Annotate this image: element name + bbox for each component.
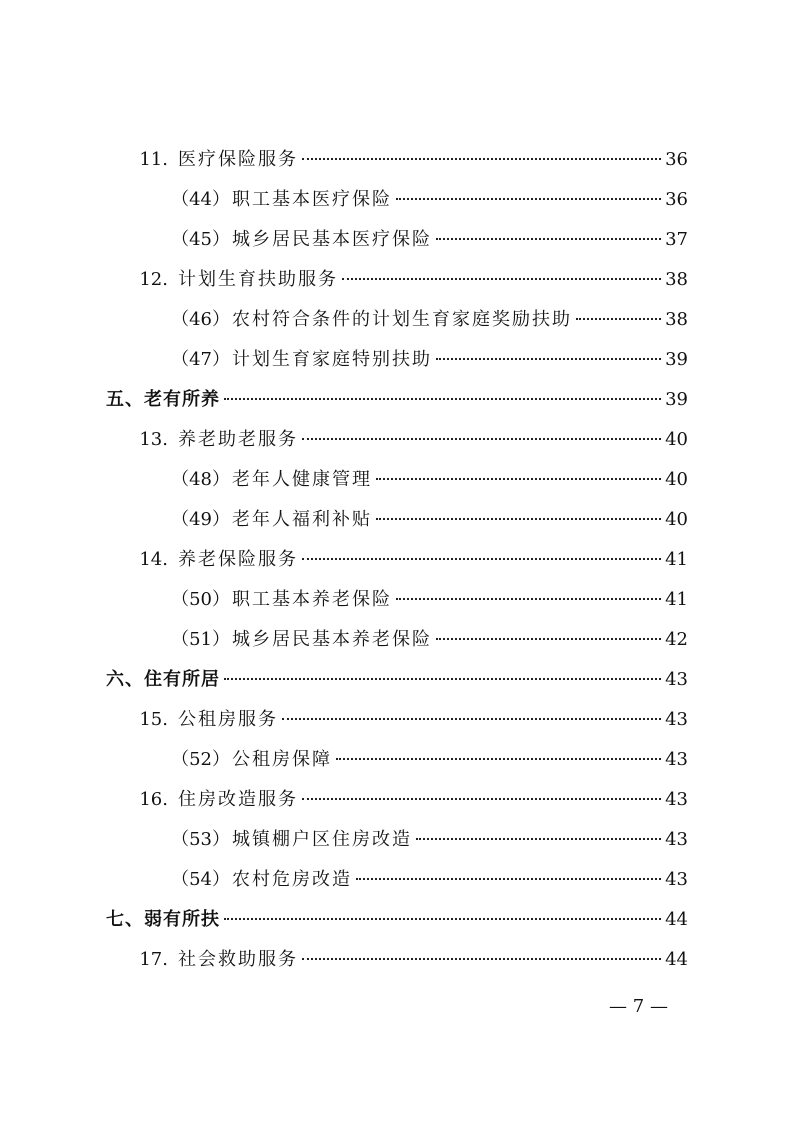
toc-entry[interactable] bbox=[106, 948, 688, 972]
toc-entry[interactable] bbox=[106, 188, 688, 212]
toc-entry-number: （51） bbox=[171, 629, 230, 650]
toc-entry-number: 12. bbox=[139, 269, 168, 290]
toc-section[interactable] bbox=[106, 668, 688, 692]
dot-leader bbox=[302, 958, 661, 960]
toc-entry-page: 43 bbox=[665, 829, 688, 850]
toc-entry-page: 41 bbox=[665, 549, 688, 570]
toc-entry[interactable] bbox=[106, 308, 688, 332]
dot-leader bbox=[436, 638, 661, 640]
dot-leader bbox=[224, 678, 661, 680]
page-number: — 7 — bbox=[609, 996, 668, 1017]
toc-entry-page: 38 bbox=[665, 269, 688, 290]
toc-entry-title: 老年人福利补贴 bbox=[232, 509, 372, 530]
toc-entry[interactable] bbox=[106, 268, 688, 292]
toc-entry-number: （53） bbox=[171, 829, 230, 850]
dot-leader bbox=[224, 398, 661, 400]
toc-entry-page: 44 bbox=[665, 949, 688, 970]
toc-entry[interactable] bbox=[106, 828, 688, 852]
toc-entry-number: （47） bbox=[171, 349, 230, 370]
toc-entry-page: 39 bbox=[665, 389, 688, 410]
toc-entry-number: 16. bbox=[139, 789, 168, 810]
toc-entry[interactable] bbox=[106, 788, 688, 812]
toc-entry-page: 43 bbox=[665, 709, 688, 730]
toc-entry-page: 40 bbox=[665, 469, 688, 490]
dot-leader bbox=[302, 158, 661, 160]
toc-entry-title: 五、老有所养 bbox=[106, 389, 220, 410]
toc-entry-page: 40 bbox=[665, 429, 688, 450]
toc-entry-page: 36 bbox=[665, 149, 688, 170]
toc-entry-number: （50） bbox=[171, 589, 230, 610]
toc-entry-page: 43 bbox=[665, 669, 688, 690]
dot-leader bbox=[302, 798, 661, 800]
toc-entry-page: 44 bbox=[665, 909, 688, 930]
toc-entry-title: 公租房保障 bbox=[232, 749, 332, 770]
toc-entry[interactable] bbox=[106, 748, 688, 772]
toc-entry-page: 41 bbox=[665, 589, 688, 610]
toc-entry[interactable] bbox=[106, 628, 688, 652]
toc-entry-number: （49） bbox=[171, 509, 230, 530]
dot-leader bbox=[302, 438, 661, 440]
dot-leader bbox=[336, 758, 661, 760]
dot-leader bbox=[376, 478, 661, 480]
dot-leader bbox=[576, 318, 661, 320]
toc-entry-title: 城镇棚户区住房改造 bbox=[232, 829, 412, 850]
toc-entry-title: 社会救助服务 bbox=[178, 949, 298, 970]
toc-entry[interactable] bbox=[106, 708, 688, 732]
toc-entry-page: 38 bbox=[665, 309, 688, 330]
toc-entry-title: 农村危房改造 bbox=[232, 869, 352, 890]
toc-entry-number: （52） bbox=[171, 749, 230, 770]
toc-entry-title: 医疗保险服务 bbox=[178, 149, 298, 170]
toc-entry-page: 43 bbox=[665, 749, 688, 770]
toc-entry[interactable] bbox=[106, 588, 688, 612]
toc-section[interactable] bbox=[106, 388, 688, 412]
toc-entry-number: （44） bbox=[171, 189, 230, 210]
toc-entry-page: 43 bbox=[665, 869, 688, 890]
toc-entry-title: 职工基本医疗保险 bbox=[232, 189, 392, 210]
toc-entry[interactable] bbox=[106, 148, 688, 172]
toc-entry-title: 职工基本养老保险 bbox=[232, 589, 392, 610]
toc-entry-page: 40 bbox=[665, 509, 688, 530]
toc-entry-page: 43 bbox=[665, 789, 688, 810]
toc-entry-number: （48） bbox=[171, 469, 230, 490]
toc-entry-number: 13. bbox=[139, 429, 168, 450]
dot-leader bbox=[396, 198, 661, 200]
toc-entry-title: 计划生育家庭特别扶助 bbox=[232, 349, 432, 370]
toc-entry[interactable] bbox=[106, 348, 688, 372]
dot-leader bbox=[282, 718, 661, 720]
toc-entry-number: 17. bbox=[139, 949, 168, 970]
dot-leader bbox=[224, 918, 661, 920]
toc-entry[interactable] bbox=[106, 548, 688, 572]
toc-entry-number: 11. bbox=[139, 149, 168, 170]
toc-entry-page: 42 bbox=[665, 629, 688, 650]
toc-entry[interactable] bbox=[106, 428, 688, 452]
toc-entry[interactable] bbox=[106, 868, 688, 892]
dot-leader bbox=[302, 558, 661, 560]
toc-entry-number: （46） bbox=[171, 309, 230, 330]
toc-entry-page: 39 bbox=[665, 349, 688, 370]
toc-entry[interactable] bbox=[106, 508, 688, 532]
toc-entry-title: 农村符合条件的计划生育家庭奖励扶助 bbox=[232, 309, 572, 330]
toc-entry-title: 城乡居民基本医疗保险 bbox=[232, 229, 432, 250]
toc-entry-number: 14. bbox=[139, 549, 168, 570]
toc-section[interactable] bbox=[106, 908, 688, 932]
toc-entry-title: 养老保险服务 bbox=[178, 549, 298, 570]
toc-entry-title: 七、弱有所扶 bbox=[106, 909, 220, 930]
toc-entry[interactable] bbox=[106, 228, 688, 252]
dot-leader bbox=[342, 278, 661, 280]
toc-entry-title: 养老助老服务 bbox=[178, 429, 298, 450]
dot-leader bbox=[356, 878, 661, 880]
toc-entry-number: 15. bbox=[139, 709, 168, 730]
toc-entry[interactable] bbox=[106, 468, 688, 492]
toc-entry-title: 公租房服务 bbox=[178, 709, 278, 730]
toc-entry-title: 城乡居民基本养老保险 bbox=[232, 629, 432, 650]
dot-leader bbox=[436, 238, 661, 240]
toc-entry-title: 计划生育扶助服务 bbox=[178, 269, 338, 290]
toc-entry-number: （54） bbox=[171, 869, 230, 890]
toc-entry-title: 六、住有所居 bbox=[106, 669, 220, 690]
toc-entry-page: 36 bbox=[665, 189, 688, 210]
dot-leader bbox=[376, 518, 661, 520]
page-footer bbox=[0, 996, 793, 1017]
dot-leader bbox=[396, 598, 661, 600]
dot-leader bbox=[416, 838, 661, 840]
toc-entry-page: 37 bbox=[665, 229, 688, 250]
toc-entry-title: 老年人健康管理 bbox=[232, 469, 372, 490]
toc-entry-number: （45） bbox=[171, 229, 230, 250]
toc-entry-title: 住房改造服务 bbox=[178, 789, 298, 810]
dot-leader bbox=[436, 358, 661, 360]
